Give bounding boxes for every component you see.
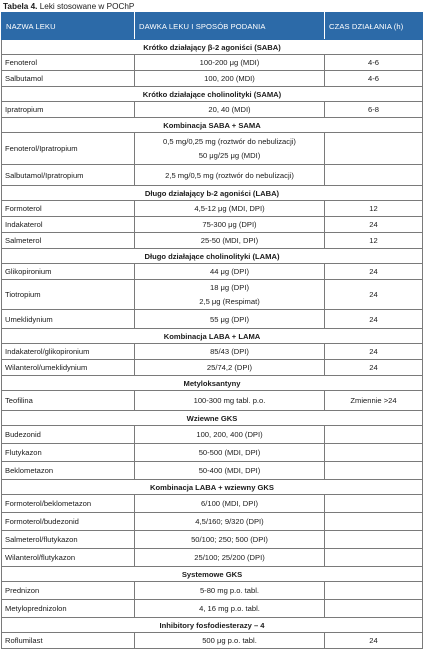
drug-dose bbox=[135, 264, 325, 280]
drug-dose bbox=[135, 444, 325, 462]
drug-name: Glikopironium bbox=[2, 264, 135, 280]
dose-line: 100, 200, 400 (DPI) bbox=[196, 430, 263, 439]
drug-name: Prednizon bbox=[2, 582, 135, 600]
dose-line: 50 μg/25 μg (MDI) bbox=[198, 150, 261, 160]
drug-duration: 12 bbox=[325, 233, 423, 249]
drug-name: Teofilina bbox=[2, 391, 135, 411]
drug-dose bbox=[135, 233, 325, 249]
drug-dose bbox=[135, 360, 325, 376]
category-label: Wziewne GKS bbox=[2, 411, 423, 426]
drug-row bbox=[2, 426, 423, 444]
dose-line: 6/100 (MDI, DPI) bbox=[201, 499, 258, 508]
drug-duration: 6-8 bbox=[325, 102, 423, 118]
category-label: Długo działający b-2 agoniści (LABA) bbox=[2, 186, 423, 201]
category-label: Długo działające cholinolityki (LAMA) bbox=[2, 249, 423, 264]
dose-line: 4, 16 mg p.o. tabl. bbox=[199, 604, 260, 613]
drug-row bbox=[2, 217, 423, 233]
drug-dose bbox=[135, 462, 325, 480]
drug-dose bbox=[135, 344, 325, 360]
drug-row bbox=[2, 71, 423, 87]
drug-dose bbox=[135, 133, 325, 165]
drug-dose bbox=[135, 102, 325, 118]
drug-name: Formoterol/beklometazon bbox=[2, 495, 135, 513]
drug-duration bbox=[325, 600, 423, 618]
drug-row bbox=[2, 102, 423, 118]
dose-line: 2,5 μg (Respimat) bbox=[199, 296, 260, 306]
table-caption bbox=[3, 1, 134, 12]
drug-name: Flutykazon bbox=[2, 444, 135, 462]
category-row bbox=[2, 567, 423, 582]
category-label: Metyloksantyny bbox=[2, 376, 423, 391]
drug-row bbox=[2, 310, 423, 329]
drug-row bbox=[2, 264, 423, 280]
category-row bbox=[2, 480, 423, 495]
header-drug-name: NAZWA LEKU bbox=[2, 13, 135, 40]
drug-name: Umeklidynium bbox=[2, 310, 135, 329]
drug-name: Fenoterol bbox=[2, 55, 135, 71]
drug-row bbox=[2, 444, 423, 462]
drug-dose bbox=[135, 582, 325, 600]
drug-name: Metyloprednizolon bbox=[2, 600, 135, 618]
drug-duration bbox=[325, 549, 423, 567]
category-label: Krótko działający β-2 agoniści (SABA) bbox=[2, 40, 423, 55]
drug-duration: 24 bbox=[325, 280, 423, 310]
caption-text: Leki stosowane w POChP bbox=[39, 2, 135, 11]
drug-duration: 12 bbox=[325, 201, 423, 217]
drug-duration bbox=[325, 133, 423, 165]
drug-duration bbox=[325, 462, 423, 480]
category-row bbox=[2, 249, 423, 264]
drug-row bbox=[2, 495, 423, 513]
dose-line: 50-500 (MDI, DPI) bbox=[198, 448, 261, 457]
drug-row bbox=[2, 233, 423, 249]
dose-line: 25/74,2 (DPI) bbox=[206, 363, 253, 372]
drug-row bbox=[2, 55, 423, 71]
category-row bbox=[2, 376, 423, 391]
drug-duration bbox=[325, 582, 423, 600]
drug-dose bbox=[135, 426, 325, 444]
drug-row bbox=[2, 600, 423, 618]
category-label: Kombinacja LABA + LAMA bbox=[2, 329, 423, 344]
drug-row bbox=[2, 201, 423, 217]
drug-duration: Zmiennie >24 bbox=[325, 391, 423, 411]
drug-name: Salbutamol/Ipratropium bbox=[2, 165, 135, 186]
drug-duration: 24 bbox=[325, 360, 423, 376]
drug-name: Tiotropium bbox=[2, 280, 135, 310]
drug-dose bbox=[135, 165, 325, 186]
category-row bbox=[2, 411, 423, 426]
drug-duration: 24 bbox=[325, 217, 423, 233]
drug-dose bbox=[135, 391, 325, 411]
drug-dose bbox=[135, 280, 325, 310]
drug-duration: 24 bbox=[325, 310, 423, 329]
drug-dose bbox=[135, 55, 325, 71]
drug-dose bbox=[135, 310, 325, 329]
drug-name: Wilanterol/umeklidynium bbox=[2, 360, 135, 376]
dose-line: 44 μg (DPI) bbox=[210, 267, 249, 276]
drug-row bbox=[2, 280, 423, 310]
dose-line: 75-300 μg (DPI) bbox=[202, 220, 257, 229]
drug-dose bbox=[135, 633, 325, 649]
drug-row bbox=[2, 360, 423, 376]
dose-line: 20, 40 (MDI) bbox=[208, 105, 251, 114]
dose-line: 100-300 mg tabl. p.o. bbox=[193, 396, 266, 405]
category-row bbox=[2, 618, 423, 633]
dose-line: 4,5-12 μg (MDI, DPI) bbox=[194, 204, 265, 213]
dose-line: 18 μg (DPI) bbox=[210, 282, 249, 292]
dose-line: 5-80 mg p.o. tabl. bbox=[199, 586, 260, 595]
drug-duration: 4-6 bbox=[325, 55, 423, 71]
drug-duration: 24 bbox=[325, 633, 423, 649]
category-row bbox=[2, 118, 423, 133]
drug-row bbox=[2, 582, 423, 600]
drug-name: Salmeterol bbox=[2, 233, 135, 249]
drug-name: Roflumilast bbox=[2, 633, 135, 649]
drug-row bbox=[2, 633, 423, 649]
drug-duration: 4-6 bbox=[325, 71, 423, 87]
drug-name: Salmeterol/flutykazon bbox=[2, 531, 135, 549]
drug-row bbox=[2, 391, 423, 411]
dose-line: 55 μg (DPI) bbox=[210, 314, 249, 324]
category-label: Kombinacja SABA + SAMA bbox=[2, 118, 423, 133]
drug-dose bbox=[135, 71, 325, 87]
caption-label: Tabela 4. bbox=[3, 2, 38, 11]
dose-line: 100-200 μg (MDI) bbox=[199, 58, 260, 67]
dose-line: 2,5 mg/0,5 mg (roztwór do nebulizacji) bbox=[165, 170, 294, 180]
table-header bbox=[2, 13, 423, 40]
drug-dose bbox=[135, 217, 325, 233]
drug-row bbox=[2, 549, 423, 567]
table-body bbox=[2, 40, 423, 649]
drug-duration bbox=[325, 531, 423, 549]
drug-row bbox=[2, 165, 423, 186]
dose-line: 25/100; 25/200 (DPI) bbox=[194, 553, 265, 562]
drugs-table bbox=[1, 12, 423, 649]
dose-line: 85/43 (DPI) bbox=[210, 347, 249, 356]
drug-dose bbox=[135, 549, 325, 567]
drug-duration bbox=[325, 444, 423, 462]
header-duration: CZAS DZIAŁANIA (h) bbox=[325, 13, 423, 40]
category-label: Inhibitory fosfodiesterazy – 4 bbox=[2, 618, 423, 633]
drug-name: Budezonid bbox=[2, 426, 135, 444]
drug-duration bbox=[325, 513, 423, 531]
drug-dose bbox=[135, 513, 325, 531]
drug-name: Formoterol bbox=[2, 201, 135, 217]
drug-row bbox=[2, 462, 423, 480]
drug-dose bbox=[135, 495, 325, 513]
drug-name: Fenoterol/Ipratropium bbox=[2, 133, 135, 165]
drug-row bbox=[2, 531, 423, 549]
category-row bbox=[2, 87, 423, 102]
drug-dose bbox=[135, 600, 325, 618]
drug-row bbox=[2, 133, 423, 165]
dose-line: 50-400 (MDI, DPI) bbox=[198, 466, 261, 475]
drug-row bbox=[2, 344, 423, 360]
dose-line: 0,5 mg/0,25 mg (roztwór do nebulizacji) bbox=[163, 136, 296, 146]
drug-name: Salbutamol bbox=[2, 71, 135, 87]
dose-line: 500 μg p.o. tabl. bbox=[202, 636, 257, 645]
drug-name: Beklometazon bbox=[2, 462, 135, 480]
category-label: Kombinacja LABA + wziewny GKS bbox=[2, 480, 423, 495]
drug-duration: 24 bbox=[325, 264, 423, 280]
drug-duration: 24 bbox=[325, 344, 423, 360]
drug-name: Indakaterol/glikopironium bbox=[2, 344, 135, 360]
drug-duration bbox=[325, 426, 423, 444]
dose-line: 4,5/160; 9/320 (DPI) bbox=[195, 517, 264, 526]
header-dose: DAWKA LEKU I SPOSÓB PODANIA bbox=[135, 13, 325, 40]
dose-line: 25-50 (MDI, DPI) bbox=[200, 236, 259, 245]
category-label: Krótko działające cholinolityki (SAMA) bbox=[2, 87, 423, 102]
category-row bbox=[2, 40, 423, 55]
dose-line: 100, 200 (MDI) bbox=[204, 74, 255, 83]
drug-dose bbox=[135, 201, 325, 217]
drug-row bbox=[2, 513, 423, 531]
category-row bbox=[2, 329, 423, 344]
drug-name: Ipratropium bbox=[2, 102, 135, 118]
drug-name: Indakaterol bbox=[2, 217, 135, 233]
category-label: Systemowe GKS bbox=[2, 567, 423, 582]
category-row bbox=[2, 186, 423, 201]
dose-line: 50/100; 250; 500 (DPI) bbox=[191, 535, 268, 544]
drug-name: Wilanterol/flutykazon bbox=[2, 549, 135, 567]
drug-duration bbox=[325, 495, 423, 513]
drug-name: Formoterol/budezonid bbox=[2, 513, 135, 531]
drug-duration bbox=[325, 165, 423, 186]
drug-dose bbox=[135, 531, 325, 549]
